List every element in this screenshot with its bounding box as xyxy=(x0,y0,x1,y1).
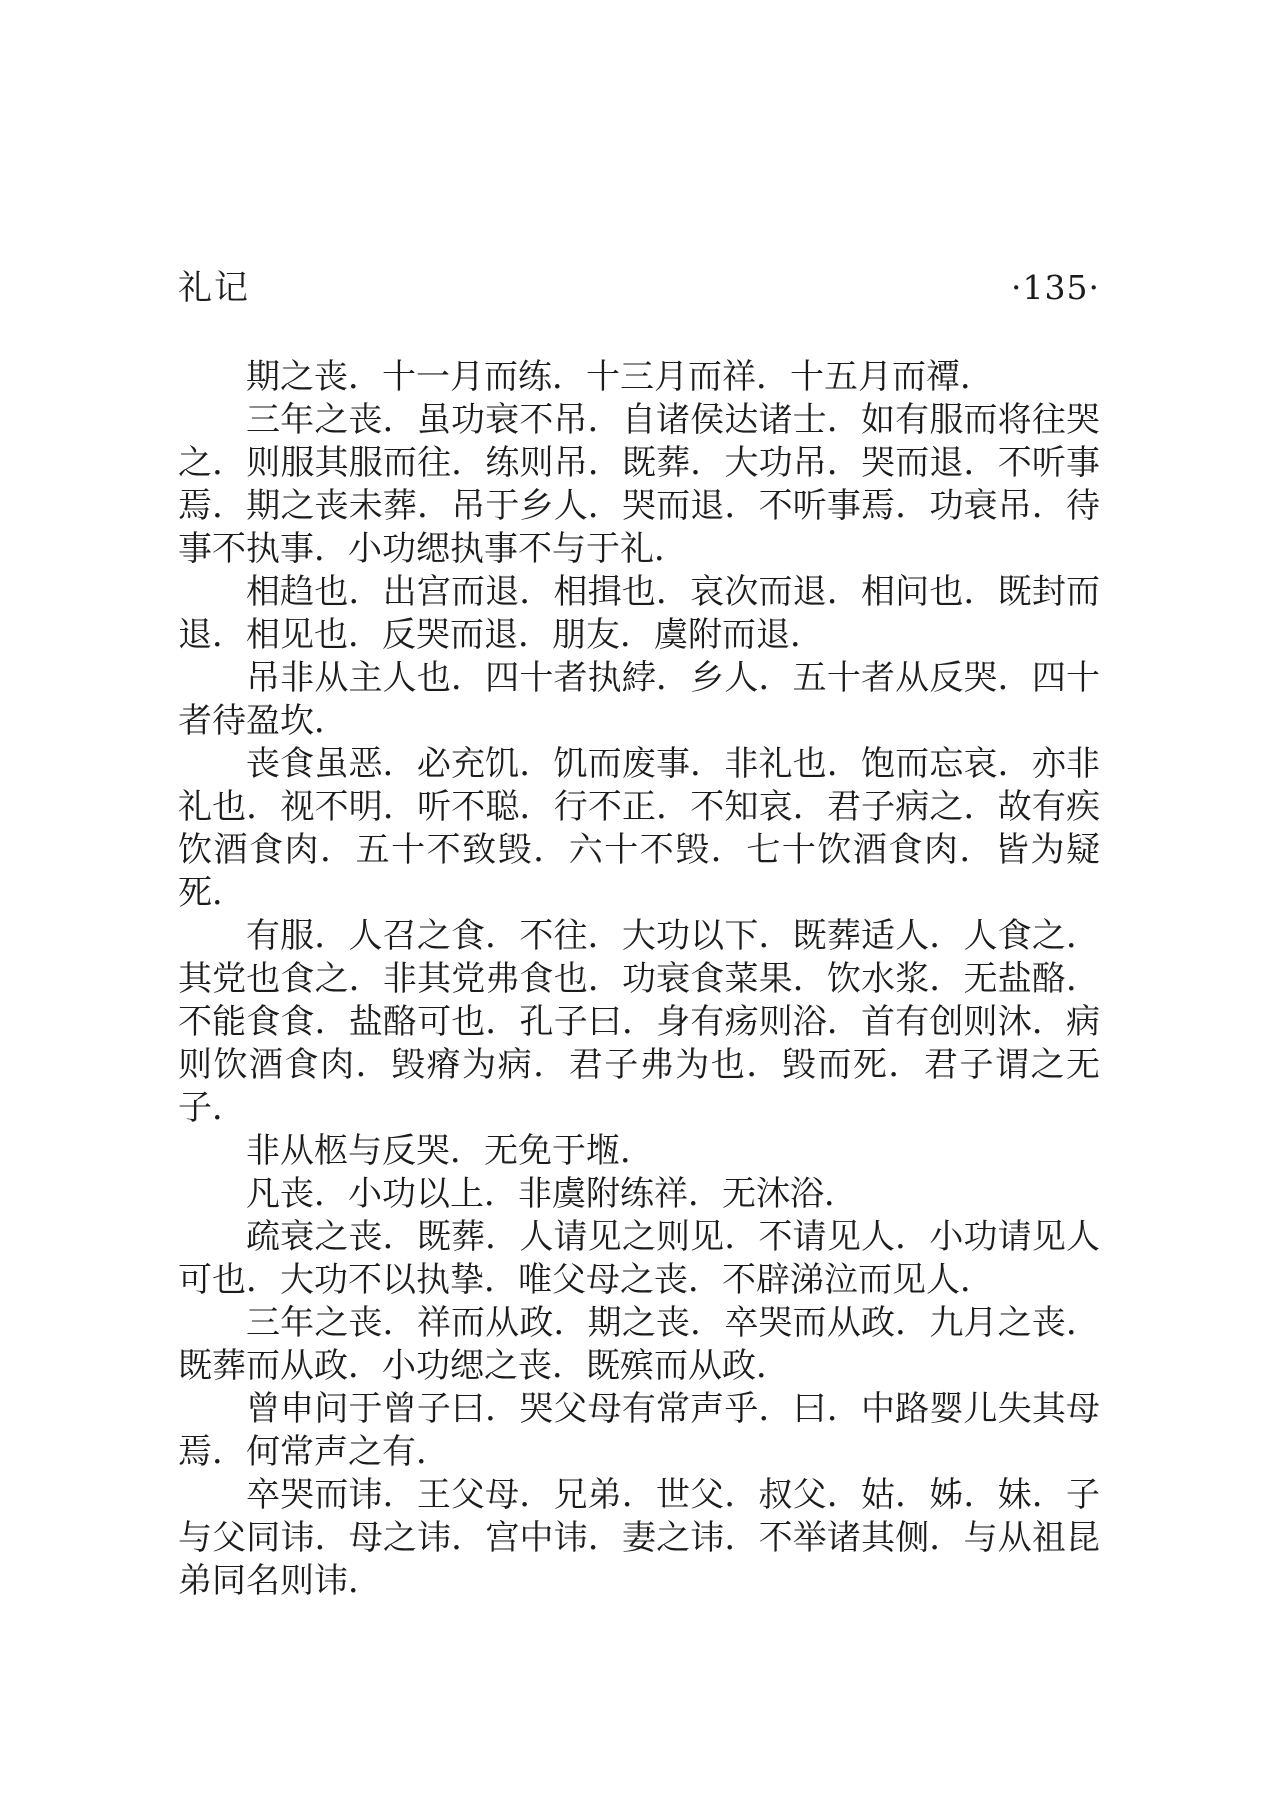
paragraph xyxy=(178,1388,1100,1474)
text-line: 者待盈坎． xyxy=(178,701,348,741)
text-line: 凡丧．小功以上．非虞附练祥．无沐浴． xyxy=(246,1174,858,1214)
text-line: 既葬而从政．小功缌之丧．既殡而从政． xyxy=(178,1346,790,1386)
text-line: 与父同讳．母之讳．宫中讳．妻之讳．不举诸其侧．与从祖昆 xyxy=(178,1518,1100,1558)
text-line: 有服．人召之食．不往．大功以下．既葬适人．人食之． xyxy=(246,916,1100,956)
paragraph xyxy=(178,399,1100,571)
paragraph xyxy=(178,657,1100,743)
text-line: 其党也食之．非其党弗食也．功衰食菜果．饮水浆．无盐酪． xyxy=(178,959,1100,999)
text-body xyxy=(178,356,1100,1603)
paragraph xyxy=(178,356,1100,399)
text-line: 礼也．视不明．听不聪．行不正．不知哀．君子病之．故有疾 xyxy=(178,787,1100,827)
text-line: 饮酒食肉．五十不致毁．六十不毁．七十饮酒食肉．皆为疑死． xyxy=(178,830,1100,913)
text-line: 退．相见也．反哭而退．朋友．虞附而退． xyxy=(178,615,824,655)
paragraph xyxy=(178,1130,1100,1173)
text-line: 之．则服其服而往．练则吊．既葬．大功吊．哭而退．不听事 xyxy=(178,443,1100,483)
paragraph xyxy=(178,1474,1100,1603)
paragraph xyxy=(178,915,1100,1130)
text-line: 焉．期之丧未葬．吊于乡人．哭而退．不听事焉．功衰吊．待 xyxy=(178,486,1100,526)
text-line: 丧食虽恶．必充饥．饥而废事．非礼也．饱而忘哀．亦非 xyxy=(246,744,1100,784)
paragraph xyxy=(178,1173,1100,1216)
text-line: 可也．大功不以执挚．唯父母之丧．不辟涕泣而见人． xyxy=(178,1260,994,1300)
paragraph xyxy=(178,1216,1100,1302)
text-line: 曾申问于曾子曰．哭父母有常声乎．曰．中路婴儿失其母 xyxy=(246,1389,1100,1429)
text-line: 则饮酒食肉．毁瘠为病．君子弗为也．毁而死．君子谓之无子． xyxy=(178,1045,1100,1128)
paragraph xyxy=(178,1302,1100,1388)
page-header xyxy=(178,268,1100,308)
text-line: 焉．何常声之有． xyxy=(178,1432,450,1472)
text-line: 吊非从主人也．四十者执綍．乡人．五十者从反哭．四十 xyxy=(246,658,1100,698)
text-line: 事不执事．小功缌执事不与于礼． xyxy=(178,529,688,569)
book-title: 礼记 xyxy=(178,268,250,308)
text-line: 卒哭而讳．王父母．兄弟．世父．叔父．姑．姊．妹．子 xyxy=(246,1475,1100,1515)
text-line: 非从柩与反哭．无免于堩． xyxy=(246,1131,654,1171)
text-line: 不能食食．盐酪可也．孔子曰．身有疡则浴．首有创则沐．病 xyxy=(178,1002,1100,1042)
text-line: 三年之丧．虽功衰不吊．自诸侯达诸士．如有服而将往哭 xyxy=(246,400,1100,440)
text-line: 相趋也．出宫而退．相揖也．哀次而退．相问也．既封而 xyxy=(246,572,1100,612)
text-line: 期之丧．十一月而练．十三月而祥．十五月而禫． xyxy=(246,357,994,397)
paragraph xyxy=(178,571,1100,657)
page-number: ·135· xyxy=(1011,268,1100,307)
text-line: 疏衰之丧．既葬．人请见之则见．不请见人．小功请见人 xyxy=(246,1217,1100,1257)
text-line: 弟同名则讳． xyxy=(178,1561,382,1601)
text-line: 三年之丧．祥而从政．期之丧．卒哭而从政．九月之丧． xyxy=(246,1303,1100,1343)
paragraph xyxy=(178,743,1100,915)
